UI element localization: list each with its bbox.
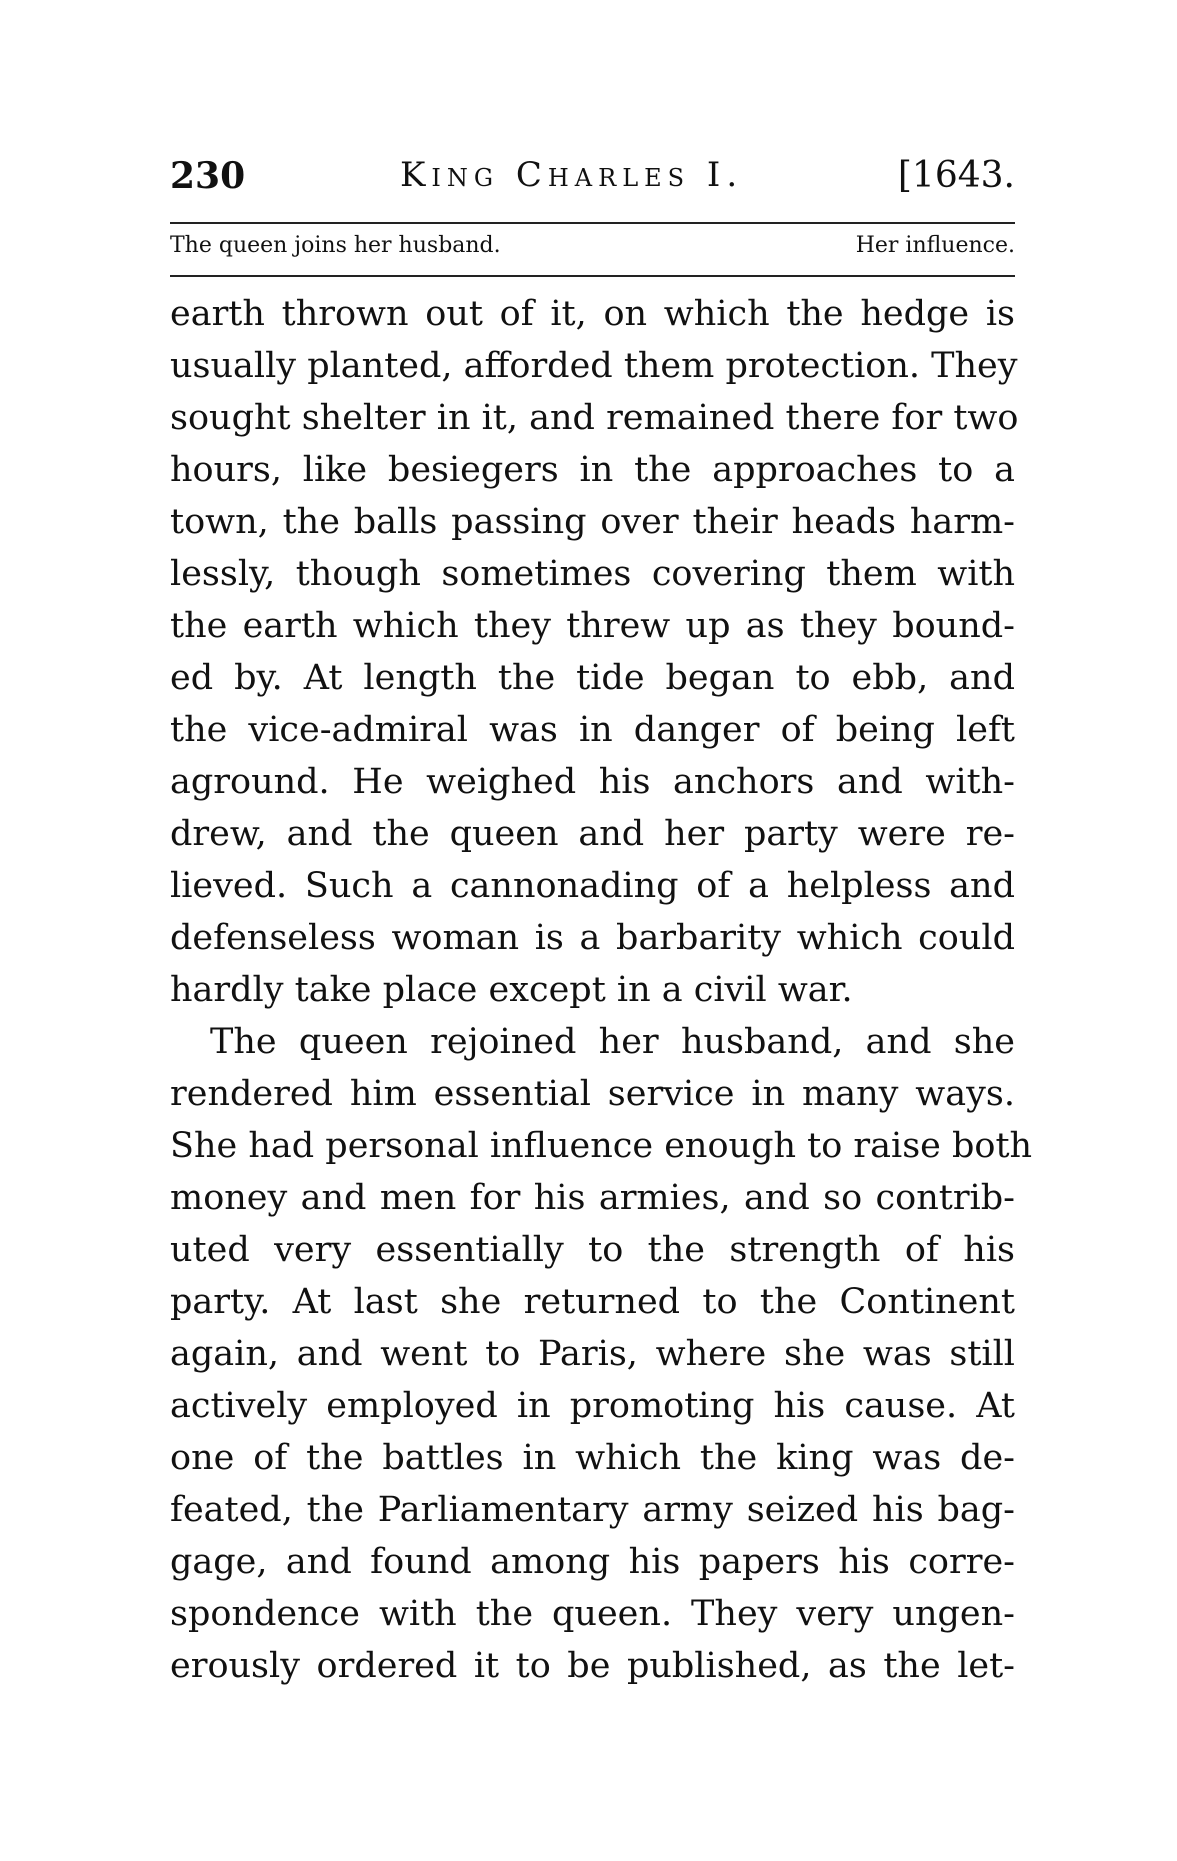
- text-line: actively employed in promoting his cause. At: [170, 1386, 1015, 1426]
- text-line: lessly, though sometimes covering them with: [170, 554, 1015, 594]
- text-line: The queen rejoined her husband, and she: [210, 1022, 1015, 1062]
- text-line: hours, like besiegers in the approaches to a: [170, 450, 1015, 490]
- running-head: [170, 155, 1015, 205]
- text-line: usually planted, afforded them protection. They: [170, 346, 1018, 386]
- text-line: erously ordered it to be published, as the let-: [170, 1646, 1015, 1686]
- marginal-subheading: [170, 233, 1015, 267]
- text-line: defenseless woman is a barbarity which could: [170, 918, 1015, 958]
- subheading-left: The queen joins her husband.: [170, 233, 501, 258]
- text-line: lieved. Such a cannonading of a helpless and: [170, 866, 1015, 906]
- header-rule-bottom: [170, 275, 1015, 277]
- text-line: again, and went to Paris, where she was still: [170, 1334, 1015, 1374]
- text-line: the earth which they threw up as they bound-: [170, 606, 1015, 646]
- page-number: 230: [170, 155, 246, 197]
- text-line: one of the battles in which the king was de-: [170, 1438, 1015, 1478]
- text-line: town, the balls passing over their heads harm-: [170, 502, 1015, 542]
- text-line: hardly take place except in a civil war.: [170, 970, 853, 1010]
- text-line: rendered him essential service in many ways.: [170, 1074, 1015, 1114]
- text-line: drew, and the queen and her party were re-: [170, 814, 1015, 854]
- text-line: sought shelter in it, and remained there for two: [170, 398, 1019, 438]
- text-line: party. At last she returned to the Continent: [170, 1282, 1015, 1322]
- text-line: feated, the Parliamentary army seized his bag-: [170, 1490, 1015, 1530]
- body-text: [170, 288, 1033, 1692]
- text-line: earth thrown out of it, on which the hedge is: [170, 294, 1015, 334]
- text-line: ed by. At length the tide began to ebb, and: [170, 658, 1015, 698]
- text-line: the vice-admiral was in danger of being left: [170, 710, 1015, 750]
- text-line: She had personal influence enough to raise both: [170, 1126, 1033, 1166]
- book-title: King Charles I.: [400, 155, 744, 195]
- text-line: spondence with the queen. They very ungen-: [170, 1594, 1015, 1634]
- text-line: aground. He weighed his anchors and with-: [170, 762, 1015, 802]
- text-line: uted very essentially to the strength of his: [170, 1230, 1015, 1270]
- subheading-right: Her influence.: [855, 233, 1015, 258]
- year-marker: [1643.: [897, 155, 1015, 196]
- text-line: gage, and found among his papers his corre-: [170, 1542, 1015, 1582]
- header-rule-top: [170, 222, 1015, 224]
- text-line: money and men for his armies, and so contrib-: [170, 1178, 1015, 1218]
